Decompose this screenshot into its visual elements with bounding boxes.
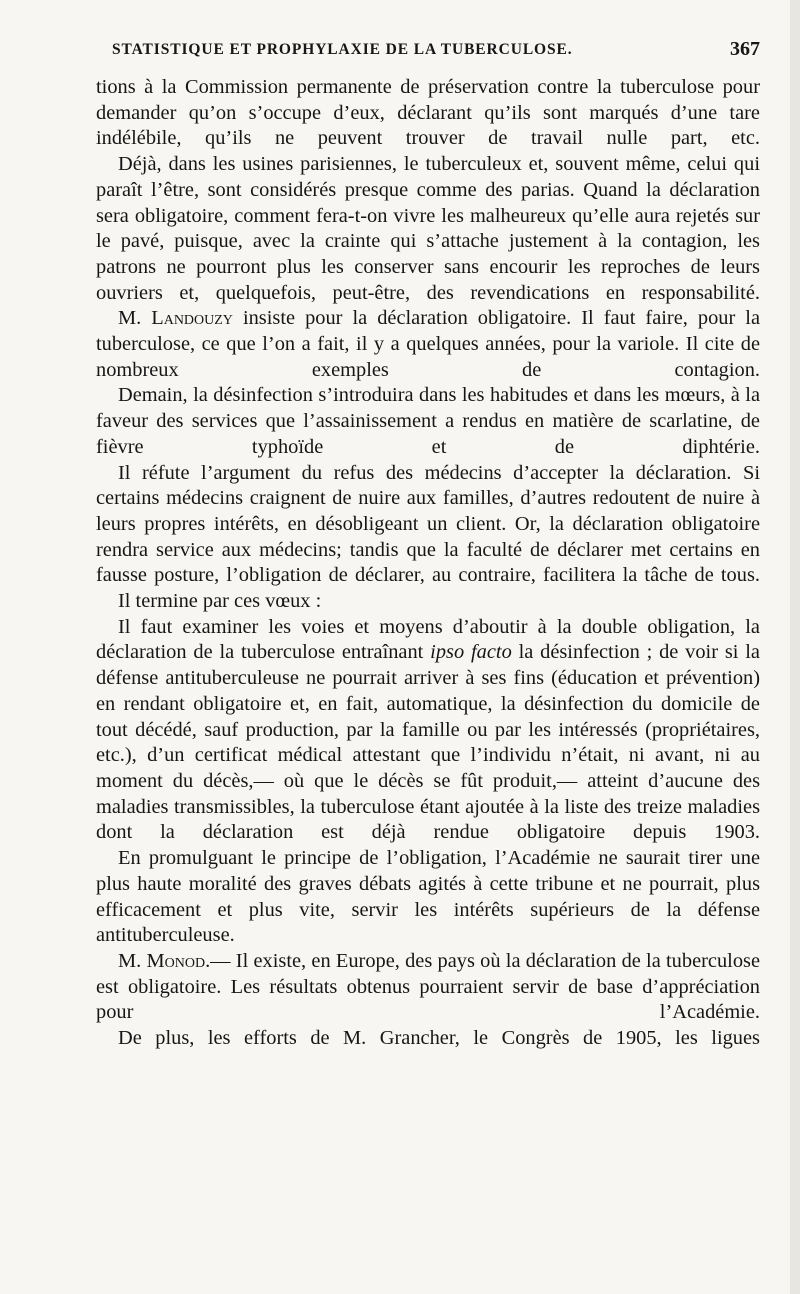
paragraph-text: Il termine par ces vœux :: [118, 590, 322, 613]
paragraph-text: Il faut examiner les voies et moyens d’aboutir à la double obligation, la déclaration de la tuberculose entraînant: [96, 615, 760, 664]
speaker-prefix: M.: [118, 307, 152, 330]
paragraph: [96, 383, 760, 460]
speaker-name: Landouzy: [151, 307, 233, 330]
speaker-name: Monod: [146, 949, 206, 972]
paragraph-speaker-landouzy: [96, 306, 760, 383]
paragraph: [96, 589, 760, 615]
paragraph: [96, 846, 760, 949]
latin-phrase: ipso facto: [430, 641, 512, 664]
body-text: [96, 75, 760, 1052]
paragraph-text: Déjà, dans les usines parisiennes, le tuberculeux et, souvent même, celui qui paraît l’être, sont considérés presque comme des parias. Quand la déclaration sera obligatoire, comment fera-t-on vivre les malheureux qu’elle aura rejetés sur le pavé, puisque, avec la crainte qui s’attache justement à la contagion, les patrons ne pourront plus les conserver sans encourir les reproches de leurs ouvriers et, quelquefois, peut-être, des revendications en responsabilité.: [96, 153, 760, 304]
paragraph-speaker-monod: [96, 949, 760, 1026]
paragraph-text: .— Il existe, en Europe, des pays où la déclaration de la tuberculose est obligatoire. Les résultats obtenus pourraient servir de base d’appréciation pour l’Académie.: [96, 949, 761, 1024]
paragraph-text: Demain, la désinfection s’introduira dans les habitudes et dans les mœurs, à la faveur des services que l’assainissement a rendus en matière de scarlatine, de fièvre typhoïde et de diphtérie.: [96, 384, 760, 458]
paragraph: [96, 1026, 760, 1052]
page-header: [112, 38, 760, 68]
paragraph: [96, 461, 760, 590]
page-number: 367: [730, 38, 760, 60]
speaker-prefix: M.: [118, 949, 147, 972]
paragraph: [96, 152, 760, 306]
paragraph: [96, 75, 760, 152]
paragraph-text: la désinfection ; de voir si la défense antituberculeuse ne pourrait arriver à ses fins (éducation et prévention) en rendant obligatoire et, en fait, automatique, la désinfection du domicile de tout décédé, sauf production, par la famille ou par les intéressés (propriétaires, etc.), d’un certificat médical attestant que l’individu n’était, ni avant, ni au moment du décès,— où que le décès se fût produit,— atteint d’aucune des maladies transmissibles, la tuberculose étant ajoutée à la liste des treize maladies dont la déclaration est déjà rendue obligatoire depuis 1903.: [96, 641, 760, 844]
paragraph-text: insiste pour la déclaration obligatoire. Il faut faire, pour la tuberculose, ce que l’on a fait, il y a quelques années, pour la variole. Il cite de nombreux exemples de contagion.: [96, 307, 760, 381]
paragraph-text: De plus, les efforts de M. Grancher, le Congrès de 1905, les ligues: [118, 1027, 760, 1050]
paragraph-text: tions à la Commission permanente de préservation contre la tuberculose pour demander qu’on s’occupe d’eux, déclarant qu’ils sont marqués d’une tare indélébile, qu’ils ne peuvent trouver de travail nulle part, etc.: [96, 76, 760, 150]
paragraph-text: En promulguant le principe de l’obligation, l’Académie ne saurait tirer une plus haute moralité des graves débats agités à cette tribune et ne pourrait, plus efficacement et plus vite, servir les intérêts supérieurs de la défense antituberculeuse.: [96, 847, 760, 947]
running-head: STATISTIQUE ET PROPHYLAXIE DE LA TUBERCULOSE.: [112, 41, 573, 58]
scan-shadow-right: [790, 0, 800, 1294]
paragraph-text: Il réfute l’argument du refus des médecins d’accepter la déclaration. Si certains médecins craignent de nuire aux familles, d’autres redoutent de nuire à leurs propres intérêts, en désobligeant un client. Or, la déclaration obligatoire rendra service aux médecins; tandis que la faculté de déclarer met certains en fausse posture, l’obligation de déclarer, au contraire, facilitera la tâche de tous.: [96, 461, 760, 587]
paragraph-resolution: [96, 615, 760, 846]
